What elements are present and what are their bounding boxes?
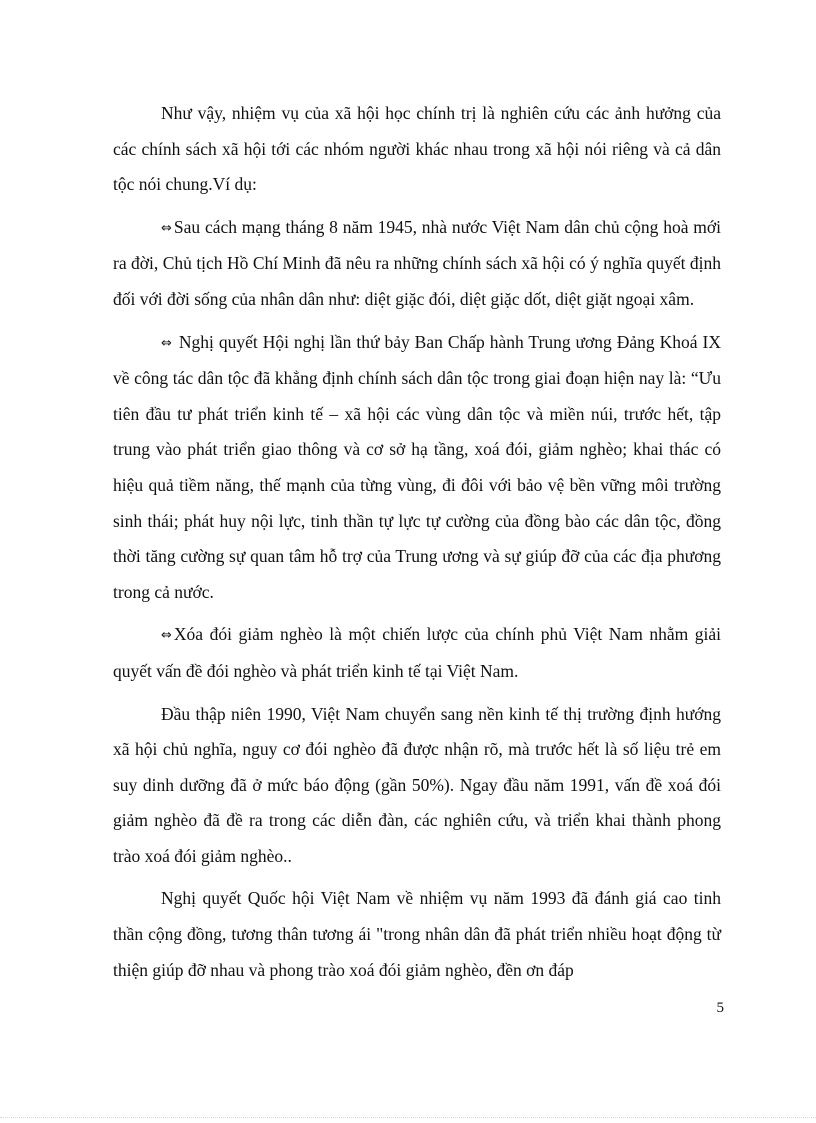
paragraph-text: Nghị quyết Hội nghị lần thứ bảy Ban Chấp hành Trung ương Đảng Khoá IX về công tác dân tộc đã khẳng định chính sách dân tộc trong giai đoạn hiện nay là: “Ưu tiên đầu tư phát triển kinh tế – xã hội các vùng dân tộc và miền núi, trước hết, tập trung vào phát triển giao thông và cơ sở hạ tầng, xoá đói, giảm nghèo; khai thác có hiệu quả tiềm năng, thế mạnh của từng vùng, đi đôi với bảo vệ bền vững môi trường sinh thái; phát huy nội lực, tinh thần tự lực tự cường của đồng bào các dân tộc, đồng thời tăng cường sự quan tâm hỗ trợ của Trung ương và sự giúp đỡ của các địa phương trong cả nước. xyxy=(113,331,721,602)
page-bottom-divider xyxy=(0,1117,816,1118)
paragraph-text: Đầu thập niên 1990, Việt Nam chuyển sang nền kinh tế thị trường định hướng xã hội chủ nghĩa, nguy cơ đói nghèo đã được nhận rõ, mà trước hết là số liệu trẻ em suy dinh dưỡng đã ở mức báo động (gần 50%). Ngay đầu năm 1991, vấn đề xoá đói giảm nghèo đã đề ra trong các diễn đàn, các nghiên cứu, và triển khai thành phong trào xoá đói giảm nghèo.. xyxy=(113,703,721,866)
paragraph-text: Như vậy, nhiệm vụ của xã hội học chính trị là nghiên cứu các ảnh hưởng của các chính sách xã hội tới các nhóm người khác nhau trong xã hội nói riêng và cả dân tộc nói chung.Ví dụ: xyxy=(113,103,721,195)
page-number: 5 xyxy=(716,1000,724,1016)
paragraph-example-1945 xyxy=(113,210,721,318)
double-arrow-icon: ⇔ xyxy=(161,628,172,644)
document-body xyxy=(113,96,721,988)
paragraph-text: Xóa đói giảm nghèo là một chiến lược của chính phủ Việt Nam nhằm giải quyết vấn đề đói nghèo và phát triển kinh tế tại Việt Nam. xyxy=(113,624,721,681)
paragraph-example-resolution xyxy=(113,325,721,611)
paragraph-intro xyxy=(113,96,721,203)
paragraph-text: Nghị quyết Quốc hội Việt Nam về nhiệm vụ năm 1993 đã đánh giá cao tinh thần cộng đồng, tương thân tương ái "trong nhân dân đã phát triển nhiều hoạt động từ thiện giúp đỡ nhau và phong trào xoá đói giảm nghèo, đền ơn đáp xyxy=(113,888,721,980)
paragraph-1993-resolution xyxy=(113,881,721,988)
double-arrow-icon: ⇔ xyxy=(161,335,172,351)
paragraph-example-poverty xyxy=(113,617,721,689)
double-arrow-icon: ⇔ xyxy=(161,220,172,236)
paragraph-1990s xyxy=(113,697,721,875)
paragraph-text: Sau cách mạng tháng 8 năm 1945, nhà nước Việt Nam dân chủ cộng hoà mới ra đời, Chủ tịch Hồ Chí Minh đã nêu ra những chính sách xã hội có ý nghĩa quyết định đối với đời sống của nhân dân như: diệt giặc đói, diệt giặc dốt, diệt giặt ngoại xâm. xyxy=(113,216,721,309)
